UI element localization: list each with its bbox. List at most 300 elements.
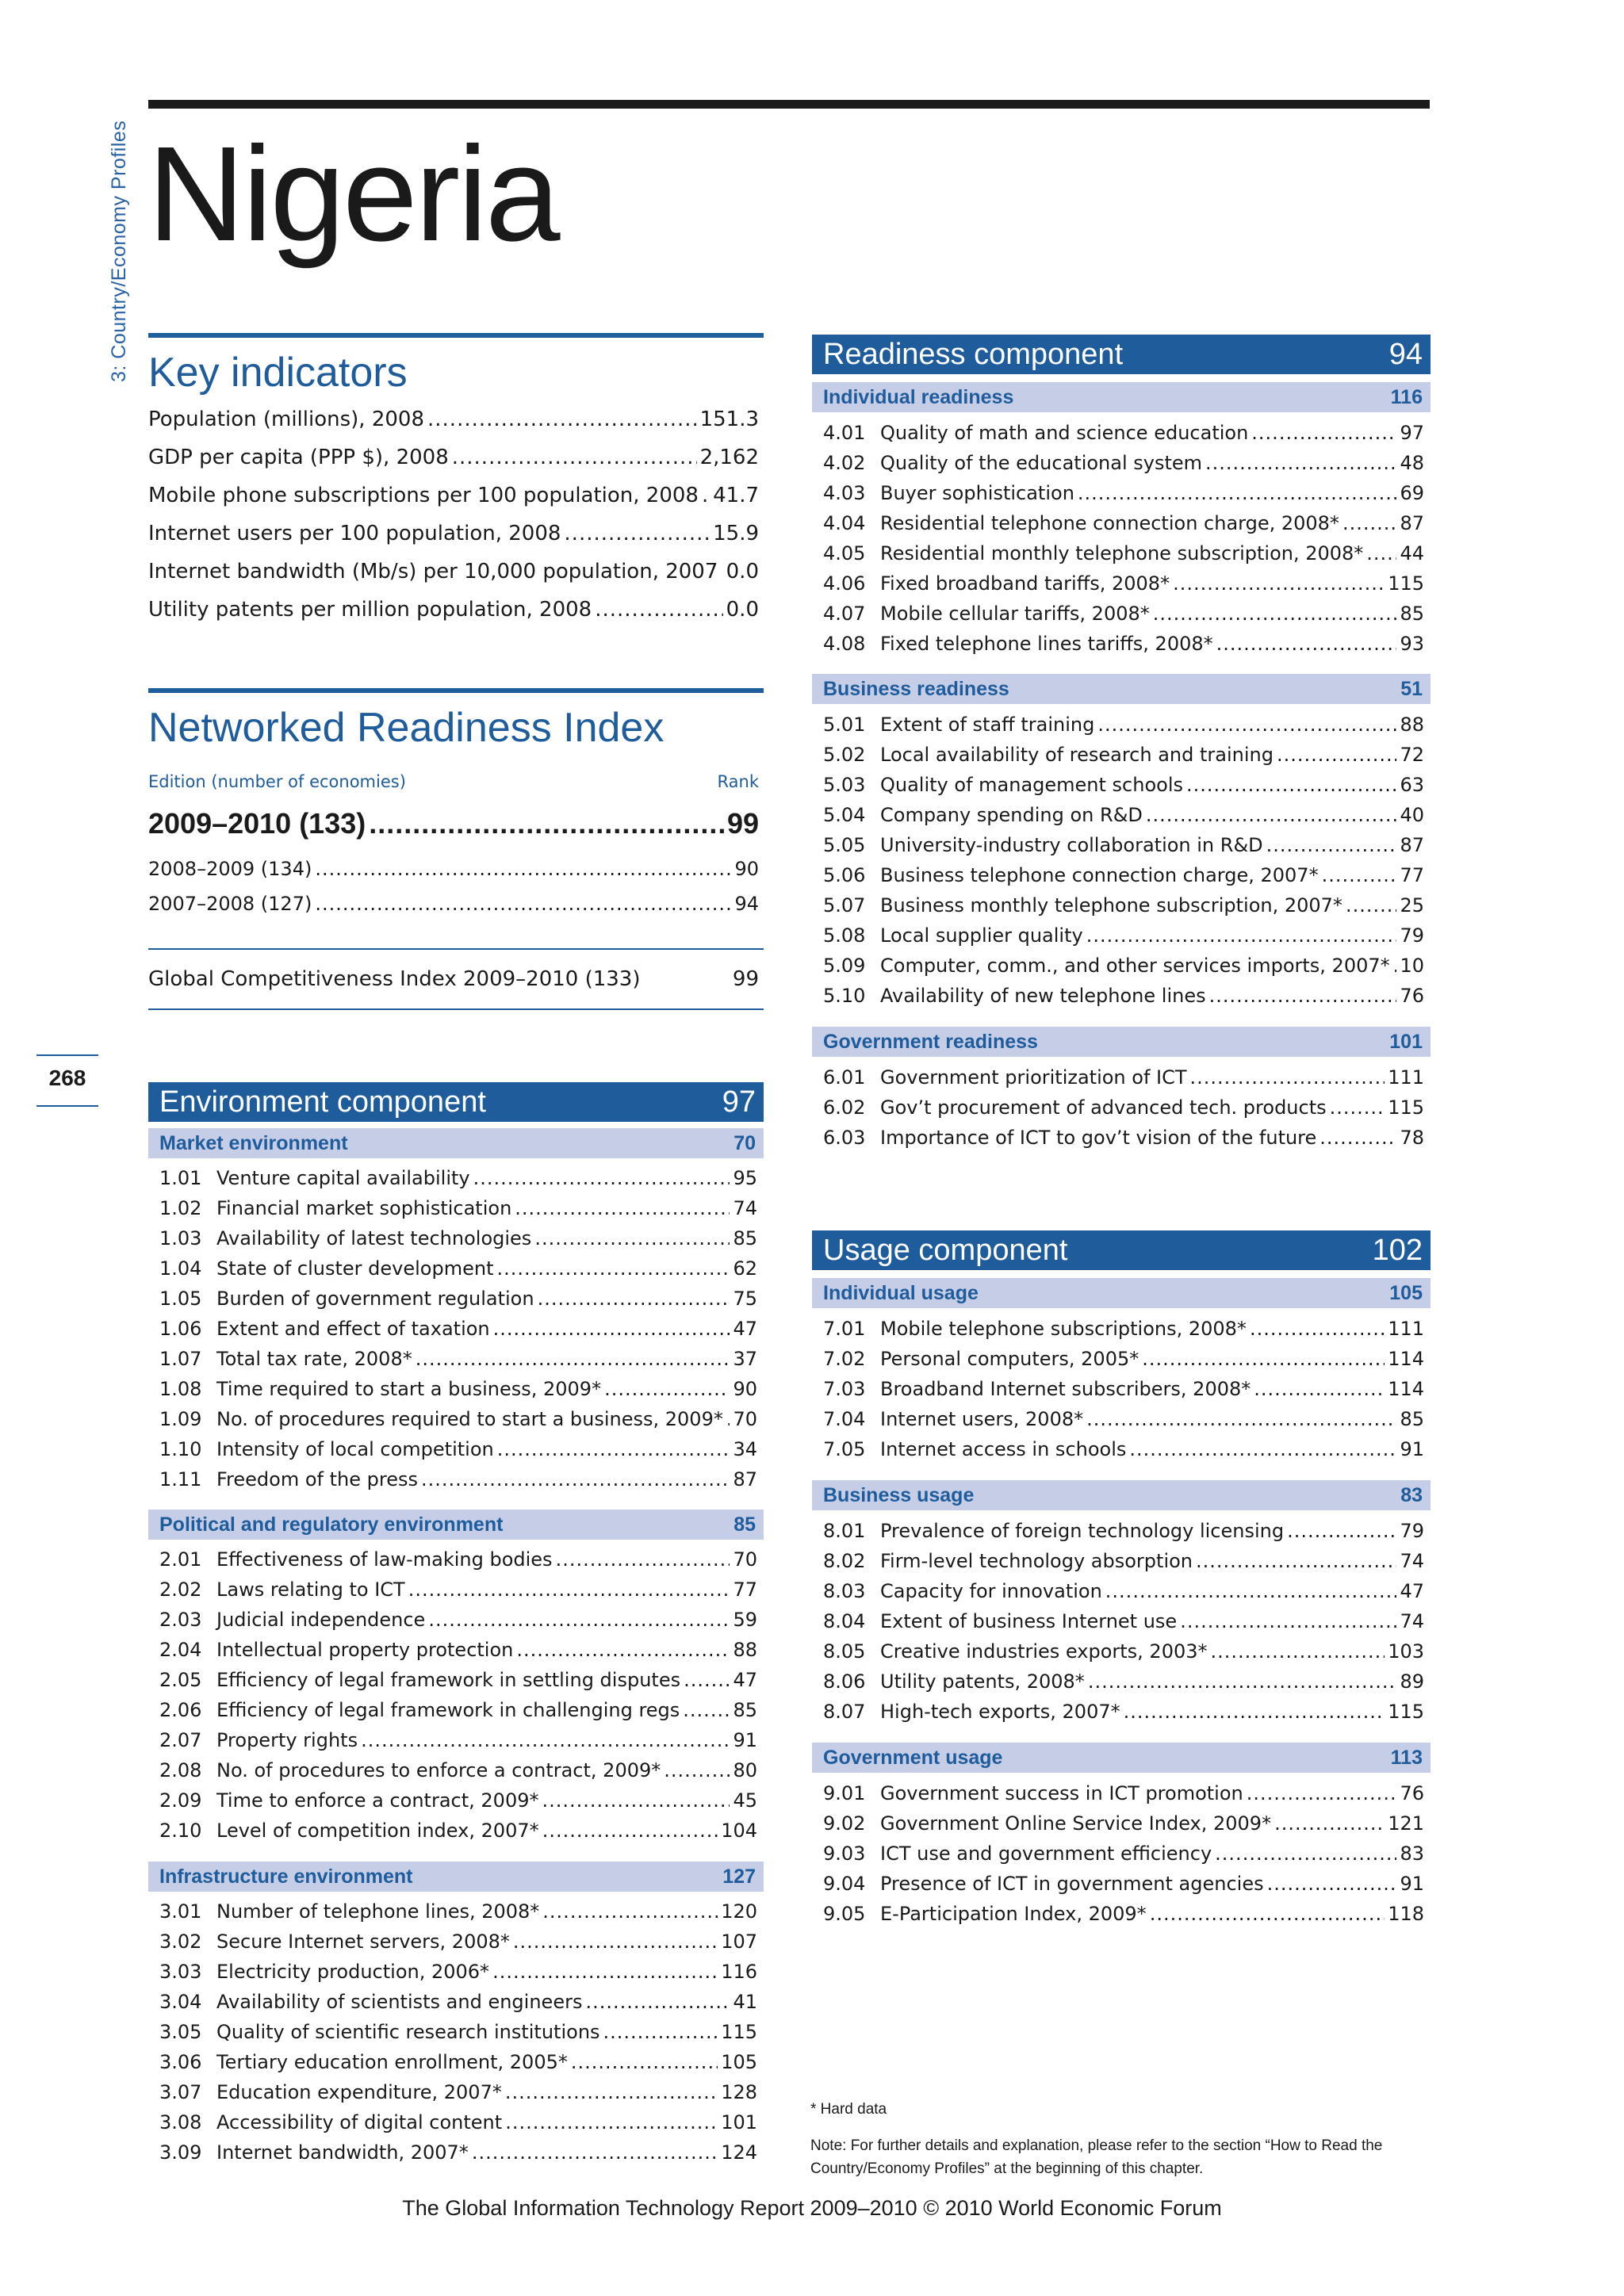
indicator-item <box>812 1520 1431 1550</box>
item-label: Internet access in schools <box>880 1438 1127 1460</box>
leader-dots <box>1274 1812 1385 1835</box>
item-code: 4.07 <box>823 603 866 625</box>
item-code: 9.01 <box>823 1782 866 1804</box>
item-label: Capacity for innovation <box>880 1580 1102 1602</box>
subgroup-title: Government readiness <box>823 1030 1038 1053</box>
nri-history-rank: 94 <box>734 893 759 915</box>
item-label: Education expenditure, 2007* <box>216 2081 502 2103</box>
indicator-item <box>812 1701 1431 1731</box>
subgroup-title: Infrastructure environment <box>159 1865 413 1888</box>
indicator-item <box>148 1699 764 1729</box>
leader-dots <box>1211 1640 1385 1663</box>
item-code: 1.07 <box>159 1348 202 1370</box>
item-label: Quality of scientific research institutions <box>216 2021 600 2043</box>
nri-rule <box>148 688 764 693</box>
item-code: 9.04 <box>823 1873 866 1895</box>
indicator-item <box>812 512 1431 542</box>
item-rank: 90 <box>733 1378 757 1400</box>
item-label: Extent and effect of taxation <box>216 1318 490 1340</box>
indicator-item <box>148 1288 764 1318</box>
item-code: 2.07 <box>159 1729 202 1751</box>
item-rank: 88 <box>1400 714 1424 736</box>
leader-dots <box>472 2141 718 2164</box>
leader-dots <box>1247 1782 1397 1804</box>
item-code: 2.06 <box>159 1699 202 1721</box>
business-readiness-header <box>812 674 1431 704</box>
environment-component-header <box>148 1082 764 1122</box>
indicator-label: Utility patents per million population, 2008 <box>148 598 592 622</box>
item-rank: 77 <box>733 1578 757 1601</box>
item-code: 6.03 <box>823 1127 866 1149</box>
leader-dots <box>1287 1520 1396 1542</box>
indicator-item <box>812 633 1431 663</box>
individual-usage-items <box>812 1318 1431 1468</box>
page-number: 268 <box>48 1066 86 1090</box>
subgroup-rank: 116 <box>1390 385 1423 408</box>
item-rank: 74 <box>1400 1610 1424 1632</box>
item-label: Availability of new telephone lines <box>880 985 1206 1007</box>
item-code: 1.10 <box>159 1438 202 1460</box>
indicator-item <box>148 1639 764 1669</box>
item-code: 3.03 <box>159 1961 202 1983</box>
item-rank: 47 <box>733 1318 757 1340</box>
indicator-item <box>148 1408 764 1438</box>
item-code: 5.05 <box>823 834 866 856</box>
indicator-item <box>812 1348 1431 1378</box>
item-code: 3.06 <box>159 2051 202 2073</box>
leader-dots <box>556 1548 730 1571</box>
leader-dots <box>542 1900 718 1923</box>
item-rank: 47 <box>733 1669 757 1691</box>
indicator-item <box>812 1438 1431 1468</box>
indicator-item <box>812 572 1431 603</box>
hard-data-note: * Hard data <box>810 2101 887 2118</box>
leader-dots <box>516 1639 730 1661</box>
item-code: 4.01 <box>823 422 866 444</box>
gci-rule-top <box>148 948 764 950</box>
indicator-item <box>812 452 1431 482</box>
item-rank: 91 <box>1400 1873 1424 1895</box>
item-rank: 114 <box>1388 1348 1424 1370</box>
item-code: 2.01 <box>159 1548 202 1571</box>
item-rank: 91 <box>733 1729 757 1751</box>
infrastructure-environment-header <box>148 1862 764 1892</box>
item-rank: 70 <box>733 1548 757 1571</box>
item-label: Government prioritization of ICT <box>880 1066 1187 1089</box>
indicator-item <box>148 1729 764 1759</box>
page-number-rule-top <box>36 1054 98 1056</box>
indicator-item <box>812 1408 1431 1438</box>
leader-dots <box>534 1227 730 1249</box>
nri-header <box>148 772 759 791</box>
leader-dots <box>702 484 710 507</box>
indicator-item <box>148 2021 764 2051</box>
item-label: Quality of the educational system <box>880 452 1203 474</box>
leader-dots <box>1366 542 1396 564</box>
leader-dots <box>542 1789 730 1812</box>
leader-dots <box>513 1931 718 1953</box>
item-code: 7.02 <box>823 1348 866 1370</box>
item-rank: 72 <box>1400 744 1424 766</box>
indicator-value: 15.9 <box>713 522 759 545</box>
indicator-item <box>812 955 1431 985</box>
leader-dots <box>1129 1438 1396 1460</box>
individual-readiness-header <box>812 382 1431 412</box>
item-label: E-Participation Index, 2009* <box>880 1903 1147 1925</box>
item-code: 6.02 <box>823 1096 866 1119</box>
subgroup-rank: 83 <box>1400 1483 1423 1506</box>
market-environment-items <box>148 1167 764 1498</box>
item-rank: 79 <box>1400 1520 1424 1542</box>
item-rank: 25 <box>1400 894 1424 916</box>
item-rank: 59 <box>733 1609 757 1631</box>
leader-dots <box>369 807 724 840</box>
leader-dots <box>1186 774 1396 796</box>
item-rank: 77 <box>1400 864 1424 886</box>
leader-dots <box>1153 603 1397 625</box>
indicator-item <box>812 603 1431 633</box>
item-code: 4.05 <box>823 542 866 564</box>
item-label: Broadband Internet subscribers, 2008* <box>880 1378 1251 1400</box>
leader-dots <box>315 858 731 880</box>
indicator-item <box>812 1843 1431 1873</box>
government-usage-items <box>812 1782 1431 1933</box>
item-rank: 87 <box>1400 512 1424 534</box>
item-rank: 37 <box>733 1348 757 1370</box>
item-rank: 91 <box>1400 1438 1424 1460</box>
infrastructure-environment-items <box>148 1900 764 2172</box>
item-code: 4.03 <box>823 482 866 504</box>
indicator-item <box>812 1318 1431 1348</box>
item-code: 1.09 <box>159 1408 202 1430</box>
nri-col-rank: Rank <box>717 772 759 791</box>
item-label: Firm-level technology absorption <box>880 1550 1193 1572</box>
indicator-item <box>148 1227 764 1257</box>
indicator-item <box>148 1669 764 1699</box>
item-code: 5.03 <box>823 774 866 796</box>
item-code: 6.01 <box>823 1066 866 1089</box>
leader-dots <box>1277 744 1397 766</box>
item-rank: 97 <box>1400 422 1424 444</box>
item-code: 5.01 <box>823 714 866 736</box>
leader-dots <box>1205 452 1396 474</box>
item-label: Fixed telephone lines tariffs, 2008* <box>880 633 1213 655</box>
indicator-item <box>812 834 1431 864</box>
item-rank: 76 <box>1400 985 1424 1007</box>
details-note: Note: For further details and explanation, please refer to the section “How to Read the Country/Economy Profiles” at the beginning of this chapter. <box>810 2137 1383 2177</box>
leader-dots <box>664 1759 730 1781</box>
gci-label: Global Competitiveness Index 2009–2010 (133) <box>148 967 641 991</box>
leader-dots <box>1142 1348 1385 1370</box>
leader-dots <box>1322 864 1397 886</box>
item-label: Accessibility of digital content <box>216 2111 503 2133</box>
subgroup-title: Individual usage <box>823 1281 979 1304</box>
leader-dots <box>684 1669 730 1691</box>
item-code: 7.04 <box>823 1408 866 1430</box>
indicator-item <box>812 542 1431 572</box>
item-label: Laws relating to ICT <box>216 1578 405 1601</box>
nri-history-label: 2008–2009 (134) <box>148 858 312 880</box>
item-code: 2.05 <box>159 1669 202 1691</box>
leader-dots <box>1105 1580 1397 1602</box>
item-label: State of cluster development <box>216 1257 494 1280</box>
individual-readiness-items <box>812 422 1431 663</box>
leader-dots <box>1320 1127 1396 1149</box>
usage-component-header <box>812 1230 1431 1270</box>
item-code: 3.07 <box>159 2081 202 2103</box>
political-regulatory-header <box>148 1510 764 1540</box>
item-label: Property rights <box>216 1729 358 1751</box>
item-rank: 115 <box>721 2021 757 2043</box>
leader-dots <box>1146 804 1397 826</box>
item-code: 7.05 <box>823 1438 866 1460</box>
item-code: 2.10 <box>159 1820 202 1842</box>
nri-history-label: 2007–2008 (127) <box>148 893 312 915</box>
item-label: Importance of ICT to gov’t vision of the future <box>880 1127 1317 1149</box>
item-code: 3.09 <box>159 2141 202 2164</box>
leader-dots <box>571 2051 718 2073</box>
item-label: Gov’t procurement of advanced tech. products <box>880 1096 1327 1119</box>
leader-dots <box>1150 1903 1385 1925</box>
item-rank: 87 <box>733 1468 757 1490</box>
indicator-item <box>148 2051 764 2081</box>
leader-dots <box>1078 482 1397 504</box>
leader-dots <box>408 1578 730 1601</box>
item-rank: 74 <box>733 1197 757 1219</box>
item-label: Residential monthly telephone subscription, 2008* <box>880 542 1364 564</box>
item-code: 8.06 <box>823 1670 866 1693</box>
indicator-item <box>148 1468 764 1498</box>
indicator-item <box>812 864 1431 894</box>
item-code: 1.02 <box>159 1197 202 1219</box>
item-rank: 95 <box>733 1167 757 1189</box>
leader-dots <box>1190 1066 1385 1089</box>
leader-dots <box>1346 894 1397 916</box>
item-code: 1.08 <box>159 1378 202 1400</box>
indicator-item <box>812 1873 1431 1903</box>
item-code: 9.02 <box>823 1812 866 1835</box>
item-label: Extent of staff training <box>880 714 1095 736</box>
leader-dots <box>726 1408 730 1430</box>
item-label: Tertiary education enrollment, 2005* <box>216 2051 568 2073</box>
item-code: 7.03 <box>823 1378 866 1400</box>
item-code: 8.01 <box>823 1520 866 1542</box>
item-rank: 116 <box>721 1961 757 1983</box>
item-label: Personal computers, 2005* <box>880 1348 1139 1370</box>
item-label: Government Online Service Index, 2009* <box>880 1812 1272 1835</box>
subgroup-rank: 85 <box>733 1513 756 1536</box>
indicator-item <box>148 1548 764 1578</box>
item-code: 1.05 <box>159 1288 202 1310</box>
subgroup-title: Political and regulatory environment <box>159 1513 504 1536</box>
business-usage-header <box>812 1480 1431 1510</box>
item-label: Availability of scientists and engineers <box>216 1991 583 2013</box>
key-indicators-section <box>148 333 764 637</box>
item-rank: 85 <box>733 1227 757 1249</box>
item-rank: 63 <box>1400 774 1424 796</box>
item-label: Venture capital availability <box>216 1167 470 1189</box>
indicator-item <box>148 1257 764 1288</box>
item-label: Creative industries exports, 2003* <box>880 1640 1208 1663</box>
item-label: Time to enforce a contract, 2009* <box>216 1789 539 1812</box>
indicator-item <box>812 1096 1431 1127</box>
item-rank: 70 <box>733 1408 757 1430</box>
nri-history-rank: 90 <box>734 858 759 880</box>
indicator-row <box>148 484 759 507</box>
item-rank: 85 <box>1400 603 1424 625</box>
item-rank: 79 <box>1400 924 1424 947</box>
item-rank: 10 <box>1400 955 1424 977</box>
item-label: Presence of ICT in government agencies <box>880 1873 1264 1895</box>
item-label: Internet users, 2008* <box>880 1408 1084 1430</box>
item-rank: 74 <box>1400 1550 1424 1572</box>
item-label: Business monthly telephone subscription, 2007* <box>880 894 1342 916</box>
indicator-item <box>812 714 1431 744</box>
item-code: 3.08 <box>159 2111 202 2133</box>
indicator-label: Population (millions), 2008 <box>148 408 425 431</box>
item-code: 5.07 <box>823 894 866 916</box>
item-label: Local availability of research and training <box>880 744 1274 766</box>
key-indicators-rule <box>148 333 764 338</box>
item-rank: 105 <box>721 2051 757 2073</box>
item-code: 8.02 <box>823 1550 866 1572</box>
item-code: 5.10 <box>823 985 866 1007</box>
leader-dots <box>1251 422 1396 444</box>
leader-dots <box>473 1167 730 1189</box>
leader-dots <box>595 598 722 622</box>
leader-dots <box>493 1318 730 1340</box>
leader-dots <box>1330 1096 1385 1119</box>
item-label: Financial market sophistication <box>216 1197 512 1219</box>
item-label: Total tax rate, 2008* <box>216 1348 412 1370</box>
leader-dots <box>1254 1378 1385 1400</box>
gci-rule-bottom <box>148 1008 764 1010</box>
subgroup-rank: 101 <box>1389 1030 1423 1053</box>
chapter-side-label: 3: Country/Economy Profiles <box>108 120 130 382</box>
item-label: Freedom of the press <box>216 1468 418 1490</box>
indicator-item <box>812 1127 1431 1157</box>
business-usage-items <box>812 1520 1431 1731</box>
indicator-item <box>148 1378 764 1408</box>
item-rank: 85 <box>733 1699 757 1721</box>
item-rank: 114 <box>1388 1378 1424 1400</box>
item-rank: 115 <box>1388 1701 1424 1723</box>
indicator-item <box>148 2081 764 2111</box>
item-code: 1.04 <box>159 1257 202 1280</box>
item-rank: 89 <box>1400 1670 1424 1693</box>
item-code: 2.04 <box>159 1639 202 1661</box>
leader-dots <box>1209 985 1397 1007</box>
item-rank: 83 <box>1400 1843 1424 1865</box>
item-code: 8.04 <box>823 1610 866 1632</box>
item-label: Utility patents, 2008* <box>880 1670 1085 1693</box>
item-label: Quality of math and science education <box>880 422 1249 444</box>
nri-history-row <box>148 893 759 915</box>
political-regulatory-items <box>148 1548 764 1850</box>
item-rank: 34 <box>733 1438 757 1460</box>
item-code: 9.03 <box>823 1843 866 1865</box>
indicator-item <box>812 894 1431 924</box>
indicator-item <box>812 1378 1431 1408</box>
item-label: Secure Internet servers, 2008* <box>216 1931 510 1953</box>
item-label: Local supplier quality <box>880 924 1083 947</box>
indicator-row <box>148 408 759 431</box>
item-code: 4.02 <box>823 452 866 474</box>
item-rank: 124 <box>721 2141 757 2164</box>
item-code: 4.06 <box>823 572 866 595</box>
leader-dots <box>1267 1873 1397 1895</box>
indicator-item <box>148 1578 764 1609</box>
item-label: Mobile cellular tariffs, 2008* <box>880 603 1150 625</box>
indicator-label: GDP per capita (PPP $), 2008 <box>148 446 449 469</box>
indicator-item <box>148 1348 764 1378</box>
item-code: 1.11 <box>159 1468 202 1490</box>
item-rank: 62 <box>733 1257 757 1280</box>
nri-current-row <box>148 807 759 840</box>
indicator-item <box>812 924 1431 955</box>
item-label: Extent of business Internet use <box>880 1610 1178 1632</box>
item-rank: 80 <box>733 1759 757 1781</box>
item-label: High-tech exports, 2007* <box>880 1701 1120 1723</box>
item-label: University-industry collaboration in R&D <box>880 834 1263 856</box>
item-code: 4.08 <box>823 633 866 655</box>
item-rank: 69 <box>1400 482 1424 504</box>
leader-dots <box>421 1468 730 1490</box>
indicator-item <box>148 1820 764 1850</box>
item-rank: 76 <box>1400 1782 1424 1804</box>
component-rank: 97 <box>722 1085 756 1119</box>
indicator-item <box>148 1318 764 1348</box>
nri-current-label: 2009–2010 (133) <box>148 807 366 840</box>
item-code: 2.08 <box>159 1759 202 1781</box>
leader-dots <box>497 1438 730 1460</box>
item-code: 1.01 <box>159 1167 202 1189</box>
component-rank: 94 <box>1388 337 1423 371</box>
item-code: 2.02 <box>159 1578 202 1601</box>
item-code: 1.06 <box>159 1318 202 1340</box>
gci-row <box>148 967 759 991</box>
key-indicators-list <box>148 408 764 637</box>
item-rank: 47 <box>1400 1580 1424 1602</box>
indicator-item <box>812 985 1431 1015</box>
item-code: 9.05 <box>823 1903 866 1925</box>
indicator-value: 41.7 <box>713 484 759 507</box>
item-label: Efficiency of legal framework in challenging regs <box>216 1699 680 1721</box>
government-readiness-header <box>812 1027 1431 1057</box>
leader-dots <box>428 1609 730 1631</box>
leader-dots <box>315 893 731 915</box>
leader-dots <box>492 1961 718 1983</box>
leader-dots <box>1215 1843 1396 1865</box>
indicator-item <box>148 1991 764 2021</box>
leader-dots <box>1250 1318 1385 1340</box>
item-code: 5.06 <box>823 864 866 886</box>
item-label: Business telephone connection charge, 2007* <box>880 864 1319 886</box>
leader-dots <box>361 1729 730 1751</box>
item-label: Level of competition index, 2007* <box>216 1820 539 1842</box>
item-label: Company spending on R&D <box>880 804 1143 826</box>
item-rank: 44 <box>1400 542 1424 564</box>
component-title: Usage component <box>823 1233 1068 1267</box>
item-label: Availability of latest technologies <box>216 1227 532 1249</box>
indicator-item <box>148 1931 764 1961</box>
item-rank: 45 <box>733 1789 757 1812</box>
leader-dots <box>1342 512 1397 534</box>
indicator-item <box>812 482 1431 512</box>
subgroup-title: Government usage <box>823 1746 1003 1769</box>
indicator-item <box>812 422 1431 452</box>
top-rule <box>148 100 1430 109</box>
